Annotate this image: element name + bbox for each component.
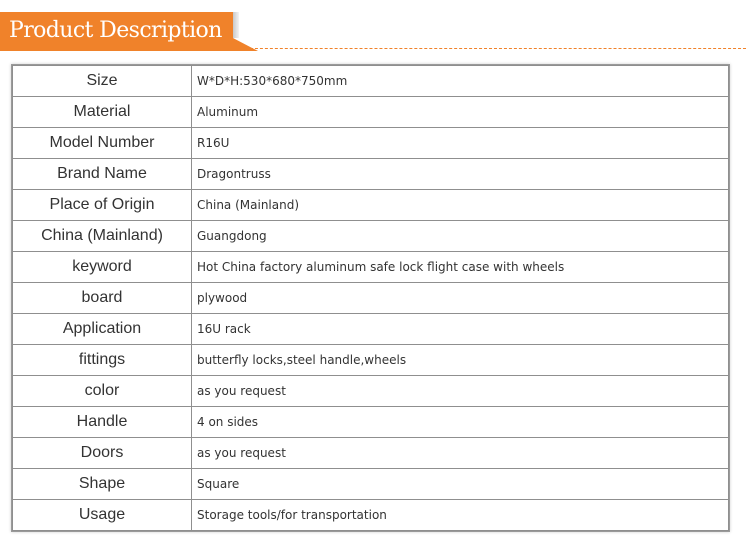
spec-label: Application — [13, 314, 192, 345]
spec-value: R16U — [192, 128, 729, 159]
spec-label: Usage — [13, 500, 192, 531]
spec-row — [13, 314, 729, 345]
spec-row — [13, 221, 729, 252]
spec-value: Dragontruss — [192, 159, 729, 190]
spec-value: Guangdong — [192, 221, 729, 252]
spec-value: plywood — [192, 283, 729, 314]
spec-row — [13, 128, 729, 159]
spec-value: Storage tools/for transportation — [192, 500, 729, 531]
spec-row — [13, 283, 729, 314]
spec-value: Hot China factory aluminum safe lock flight case with wheels — [192, 252, 729, 283]
spec-value: butterfly locks,steel handle,wheels — [192, 345, 729, 376]
spec-row — [13, 407, 729, 438]
spec-value: W*D*H:530*680*750mm — [192, 66, 729, 97]
spec-label: Model Number — [13, 128, 192, 159]
spec-row — [13, 469, 729, 500]
spec-row — [13, 66, 729, 97]
spec-row — [13, 97, 729, 128]
spec-row — [13, 438, 729, 469]
section-header — [0, 0, 750, 56]
spec-value: 16U rack — [192, 314, 729, 345]
spec-row — [13, 252, 729, 283]
spec-label: fittings — [13, 345, 192, 376]
section-title-tab — [0, 12, 233, 51]
tab-fold-corner — [233, 38, 258, 51]
spec-row — [13, 376, 729, 407]
header-divider — [240, 48, 746, 49]
spec-row — [13, 159, 729, 190]
spec-label: keyword — [13, 252, 192, 283]
tab-shadow — [233, 12, 239, 38]
spec-table-body — [13, 66, 729, 531]
spec-label: board — [13, 283, 192, 314]
spec-label: Material — [13, 97, 192, 128]
spec-label: Brand Name — [13, 159, 192, 190]
spec-label: Place of Origin — [13, 190, 192, 221]
spec-label: color — [13, 376, 192, 407]
product-spec-table — [12, 65, 729, 531]
spec-label: Handle — [13, 407, 192, 438]
spec-value: 4 on sides — [192, 407, 729, 438]
spec-value: as you request — [192, 438, 729, 469]
section-title: Product Description — [9, 18, 222, 43]
spec-label: Shape — [13, 469, 192, 500]
spec-row — [13, 190, 729, 221]
spec-value: China (Mainland) — [192, 190, 729, 221]
spec-row — [13, 345, 729, 376]
spec-label: Size — [13, 66, 192, 97]
spec-label: China (Mainland) — [13, 221, 192, 252]
spec-row — [13, 500, 729, 531]
product-spec-table-container — [11, 64, 730, 532]
spec-value: as you request — [192, 376, 729, 407]
spec-value: Square — [192, 469, 729, 500]
spec-label: Doors — [13, 438, 192, 469]
spec-value: Aluminum — [192, 97, 729, 128]
